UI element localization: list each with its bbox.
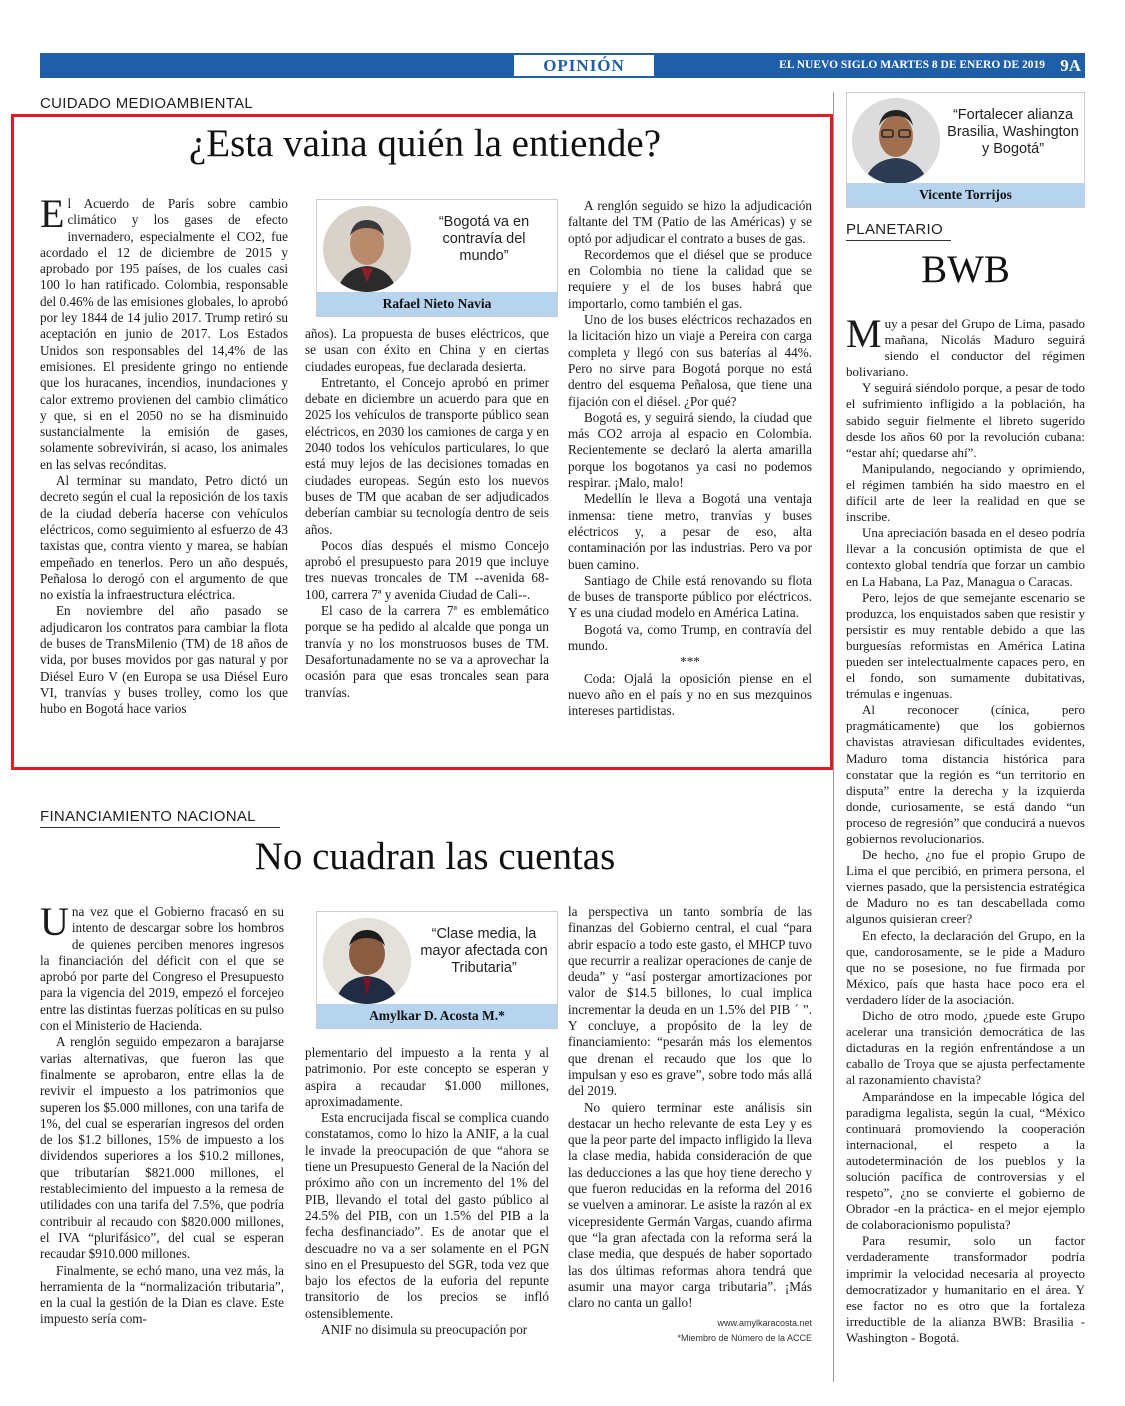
author-name: Vicente Torrijos xyxy=(847,183,1084,207)
article2-col1: Una vez que el Gobierno fracasó en su intento de descargar sobre los hombros de quienes perciben menores ingresos la financiación del déficit con el que se aprobó por parte del Congreso el Presupuesto para la vigencia del 2019, empezó el forcejeo entre las distintas fuerzas políticas en su pulso con el Ministerio de Hacienda. A renglón seguido empezaron a barajarse varias alternativas, que fueron las que finalmente se aprobaron, entre ellas la de revivir el impuesto a los patrimonios que superen los $5.000 millones, con una tarifa de 1%, del cual se esperarían ingresos del orden de los $1.2 billones, 15% de impuesto a los dividendos superiores a los $10.2 millones, que tributarían $821.000 millones, el restablecimiento del impuesto a la remesa de utilidades con una tarifa del 7.5%, que podría contribuir al recaudo con $820.000 millones, el IVA “plurifásico”, del cual se esperan recaudar $910.000 millones. Finalmente, se echó mano, una vez más, la herramienta de la “normalización tributaria”, en la cual la gestión de la Dian es clave. Este impuesto sería com- xyxy=(40,899,284,1327)
article1-kicker: CUIDADO MEDIOAMBIENTAL xyxy=(40,95,280,115)
dropcap: U xyxy=(40,899,69,944)
article1-headline: ¿Esta vaina quién la entiende? xyxy=(188,122,662,165)
author-name: Amylkar D. Acosta M.* xyxy=(317,1004,557,1028)
section-title: OPINIÓN xyxy=(514,55,654,76)
dropcap: E xyxy=(40,191,65,236)
author-name: Rafael Nieto Navia xyxy=(317,292,557,316)
article1-col2: años). La propuesta de buses eléctricos, que se usan con éxito en China y en ciertas ciudades europeas, fue declarada desierta. Entretanto, el Concejo aprobó en primer debate en diciembre un acuerdo para que en 2025 los vehículos de transporte público sean eléctricos, en 2030 los camiones de carga y en 2040 todos los vehículos particulares, lo que está muy lejos de las decisiones tomadas en ciudades europeas. Según esto los nuevos buses de TM que acaban de ser adjudicados deberían cambiar su tecnología dentro de seis años. Pocos días después el mismo Concejo aprobó el presupuesto para 2019 que incluye tres nuevas troncales de TM --avenida 68-100, carrera 7ª y avenida Ciudad de Cali--. El caso de la carrera 7ª es emblemático porque se ha pedido al alcalde que ponga un tranvía y no los monstruosos buses de TM. Desafortunadamente no se va a aprovechar la ocasión para que esas troncales sean para tranvías. xyxy=(305,326,550,700)
article2-col2: plementario del impuesto a la renta y al patrimonio. Por este concepto se esperan y aspira a recaudar $1.000 millones, aproximadamente. Esta encrucijada fiscal se complica cuando constatamos, como lo hizo la ANIF, a la cual le invade la preocupación de que “ahora se tiene un Presupuesto General de la Nación del próximo año con un incremento del 1% del PIB, llevando el total del gasto público al 24.5% del PIB, con un 1.5% del PIB a la fecha desfinanciado”. Es de anotar que el descuadre no va a ser solamente en el PGN sino en el Presupuesto del SGR, toda vez que bajo los efectos de la euforia del repunte transitorio de los precios se infló ostensiblemente. ANIF no disimula su preocupación por xyxy=(305,1045,549,1338)
paper-date: EL NUEVO SIGLO MARTES 8 DE ENERO DE 2019 xyxy=(779,59,1045,71)
pull-quote-text: “Fortalecer alianza Brasilia, Washington y Bogotá” xyxy=(947,107,1079,157)
article2-col3: la perspectiva un tanto sombría de las finanzas del Gobierno central, el cual “para abrir espacio a todo este gasto, el MHCP tuvo que recurrir a realizar operaciones de canje de deuda” y “así postergar amortizaciones por valor de $14.5 billones, lo cual implica incrementar la deuda en un 1.5% del PIB ´ ”. Y concluye, a propósito de la ley de financiamiento: “pesarán más los elementos que drenan el recaudo que los que lo impulsan y eso es grave”, sobre todo más allá del 2019. No quiero terminar este análisis sin destacar un hecho relevante de esta Ley y es que la peor parte del impacto infligido la lleva la clase media, habida consideración de que las deducciones a las que hoy tiene derecho y que fueron reducidas en la reforma del 2016 se vuelven a aminorar. Le asiste la razón al ex vicepresidente Germán Vargas, cuando afirma que “la gran afectada con la reforma será la clase media, que después de haber soportado las dos últimas reformas ahora tendrá que asumir una mayor carga tributaria”. ¡Más claro no canta un gallo! xyxy=(568,904,812,1311)
article3-headline: BWB xyxy=(921,248,1010,291)
author-photo xyxy=(323,206,411,292)
author-photo xyxy=(852,98,940,184)
author-photo xyxy=(323,918,411,1004)
article2-kicker: FINANCIAMIENTO NACIONAL xyxy=(40,808,280,828)
page-number: 9A xyxy=(1060,56,1081,75)
column-divider xyxy=(833,92,834,1382)
dropcap: M xyxy=(846,311,882,356)
article1-col1: El Acuerdo de París sobre cambio climático y los gases de efecto invernadero, especialmente el CO2, fue acordado el 12 de diciembre de 2015 y aprobado por 195 países, de los cuales casi 100 lo han ratificado. Colombia, responsable del 0.46% de las emisiones globales, lo aprobó por ley 1844 de 14 julio 2017. Trump retiró su aceptación en junio de 2017. Los Estados Unidos son responsables del 14,4% de las emisiones. El presidente gringo no entiende que los huracanes, incendios, inundaciones y calor extremo provienen del cambio climático y que, si en el 2050 no se ha disminuido sustancialmente la emisión de gases, solamente sobrevivirán, si acaso, los animales en las selvas recónditas. Al terminar su mandato, Petro dictó un decreto según el cual la reposición de los taxis de la ciudad debería hacerse con vehículos eléctricos, como seguimiento al esfuerzo de 43 taxistas que, contra viento y marea, se habían empeñado en tenerlos. Pero un año después, Peñalosa lo derogó con el argumento de que no existía la infraestructura eléctrica. En noviembre del año pasado se adjudicaron los contratos para cambiar la flota de buses de TransMilenio (TM) de 18 años de vida, por buses movidos por gas natural y por Diésel Euro V (en Europa se usa Diésel Euro VI, tranvías y buses trolley, como los que hubo en Bogotá hace varios xyxy=(40,191,288,717)
separator: *** xyxy=(680,654,700,670)
article3-kicker: PLANETARIO xyxy=(846,221,951,241)
pull-quote-box xyxy=(316,911,558,1029)
pull-quote-text: “Bogotá va en contravía del mundo” xyxy=(438,214,530,264)
author-website: www.amylkaracosta.net xyxy=(717,1318,812,1328)
article2-headline: No cuadran las cuentas xyxy=(254,835,616,878)
pull-quote-box xyxy=(846,92,1085,208)
author-footnote: *Miembro de Número de la ACCE xyxy=(677,1333,812,1343)
masthead-bar xyxy=(40,53,1085,78)
pull-quote-box xyxy=(316,199,558,317)
article1-col3: A renglón seguido se hizo la adjudicación faltante del TM (Patio de las Américas) y se optó por adjudicar el contrato a buses de gas. Recordemos que el diésel que se produce en Colombia no tiene la calidad que se requiere y el de los buses habrá que importarlo, como también el gas. Uno de los buses eléctricos rechazados en la licitación hizo un viaje a Pereira con carga completa y llegó con sus baterías al 44%. Pero no sirve para Bogotá porque no está dentro del esquema Peñalosa, que tiene una fijación con el diésel. ¿Por qué? Bogotá es, y seguirá siendo, la ciudad que más CO2 arroja al espacio en Colombia. Recientemente se declaró la alerta amarilla porque los bogotanos ya casi no podemos respirar. ¡Malo, malo! Medellín le lleva a Bogotá una ventaja inmensa: tiene metro, tranvías y buses eléctricos y, a pesar de eso, alta contaminación por las industrias. Pero va por buen camino. Santiago de Chile está renovando su flota de buses de transporte público por eléctricos. Y es una ciudad modelo en América Latina. Bogotá va, como Trump, en contravía del mundo. *** Coda: Ojalá la oposición piense en el nuevo año en el país y no en sus mezquinos intereses partidistas. xyxy=(568,198,812,719)
pull-quote-text: “Clase media, la mayor afectada con Tributaria” xyxy=(420,926,548,976)
article3-body: Muy a pesar del Grupo de Lima, pasado mañana, Nicolás Maduro seguirá siendo el conductor del régimen bolivariano. Y seguirá siéndolo porque, a pesar de todo el sufrimiento infligido a la población, ha sabido seguir fielmente el libreto sugerido desde los años 60 por la revolución cubana: “estar ahí; quedarse ahí”. Manipulando, negociando y oprimiendo, el régimen también ha sido maestro en el difícil arte de leer la realidad en que se inscribe. Una apreciación basada en el deseo podría llevar a la concusión optimista de que el contexto global tendría que forzar un cambio en La Habana, La Paz, Managua o Caracas. Pero, lejos de que semejante escenario se produzca, los enquistados saben que resistir y persistir es muy rentable debido a que las burguesías reformistas en América Latina pueden ser intelectualmente capaces pero, en el fondo, son sumamente dubitativas, trémulas e ingenuas. Al reconocer (cínica, pero pragmáticamente) que los gobiernos chavistas atraviesan dificultades evidentes, Maduro toma distancia histórica para constatar que la región es “un territorio en disputa” entre la derecha y la izquierda donde, curiosamente, se está dando “un proceso de regresión” que conducirá a nuevos gobiernos revolucionarios. De hecho, ¿no fue el propio Grupo de Lima el que percibió, en primera persona, el viernes pasado, que la persistencia estratégica de Maduro no es tan descabellada como algunos quisieran creer? En efecto, la declaración del Grupo, en la que, candorosamente, se le pide a Maduro que no se posesione, no fue firmada por México, país que hasta hace poco era el verdadero líder de la asociación. Dicho de otro modo, ¿puede este Grupo acelerar una transición democrática de las dictaduras en la región enfrentándose a un caballo de Troya que se ajusta perfectamente al razonamiento chavista? Amparándose en la impecable lógica del paradigma legalista, según la cual, “México continuará promoviendo la cooperación internacional, el respeto a la autodeterminación de los pueblos y la solución pacífica de controversias y el respeto”, ¿no se convierte el gobierno de Obrador -en la práctica- en el mejor ejemplo de colaboracionismo populista? Para resumir, solo un factor verdaderamente transformador podría imprimir la velocidad necesaria al proyecto democratizador y humanitario en el área. Y ese factor no es otro que la fortaleza irreductible de la alianza BWB: Brasilia - Washington - Bogotá. xyxy=(846,311,1085,1345)
